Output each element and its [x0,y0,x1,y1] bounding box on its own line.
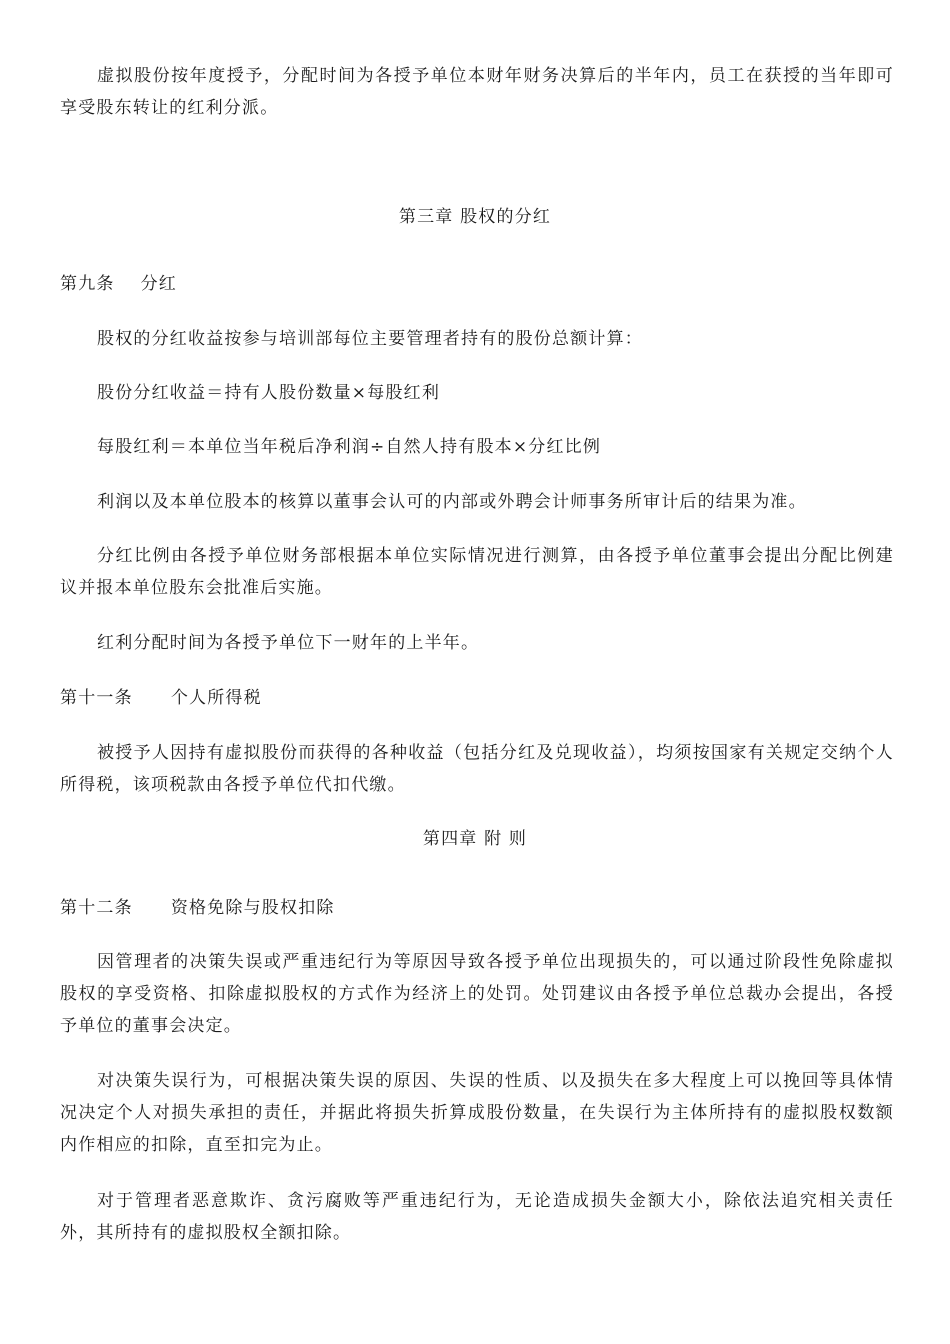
chapter-3-heading: 第三章 股权的分红 [398,207,552,227]
article-11-heading [60,682,894,714]
article-11-paragraph-1: 被授予人因持有虚拟股份而获得的各种收益（包括分红及兑现收益），均须按国家有关规定交纳个人所得税，该项税款由各授予单位代扣代缴。 [60,743,894,795]
article-12-heading [60,892,894,924]
article-9-paragraph-4: 利润以及本单位股本的核算以董事会认可的内部或外聘会计师事务所审计后的结果为准。 [97,492,807,512]
article-12-paragraph-2: 对决策失误行为，可根据决策失误的原因、失误的性质、以及损失在多大程度上可以挽回等具体情况决定个人对损失承担的责任，并据此将损失折算成股份数量，在失误行为主体所持有的虚拟股权数额内作相应的扣除，直至扣完为止。 [60,1071,894,1155]
chapter-4-heading: 第四章 附 则 [422,829,528,849]
article-11-title: 个人所得税 [170,688,262,708]
article-12-title: 资格免除与股权扣除 [170,898,335,918]
article-9-title: 分红 [140,274,178,294]
article-9-formula-2: 每股红利＝本单位当年税后净利润÷自然人持有股本×分红比例 [97,437,602,457]
article-12-paragraph-3: 对于管理者恶意欺诈、贪污腐败等严重违纪行为，无论造成损失金额大小，除依法追究相关责任外，其所持有的虚拟股权全额扣除。 [60,1191,894,1243]
article-12-paragraph-1: 因管理者的决策失误或严重违纪行为等原因导致各授予单位出现损失的，可以通过阶段性免除虚拟股权的享受资格、扣除虚拟股权的方式作为经济上的处罚。处罚建议由各授予单位总裁办会提出，各授予单位的董事会决定。 [60,952,894,1036]
article-11-number: 第十一条 [60,688,133,708]
article-9-number: 第九条 [60,274,115,294]
article-9-heading [60,268,894,300]
article-9-paragraph-6: 红利分配时间为各授予单位下一财年的上半年。 [97,633,480,653]
intro-paragraph: 虚拟股份按年度授予，分配时间为各授予单位本财年财务决算后的半年内，员工在获授的当年即可享受股东转让的红利分派。 [60,66,894,118]
article-12-number: 第十二条 [60,898,133,918]
article-9-paragraph-1: 股权的分红收益按参与培训部每位主要管理者持有的股份总额计算： [97,329,643,349]
article-9-formula-1: 股份分红收益＝持有人股份数量×每股红利 [97,383,441,403]
article-9-paragraph-5: 分红比例由各授予单位财务部根据本单位实际情况进行测算，由各授予单位董事会提出分配比例建议并报本单位股东会批准后实施。 [60,546,894,598]
